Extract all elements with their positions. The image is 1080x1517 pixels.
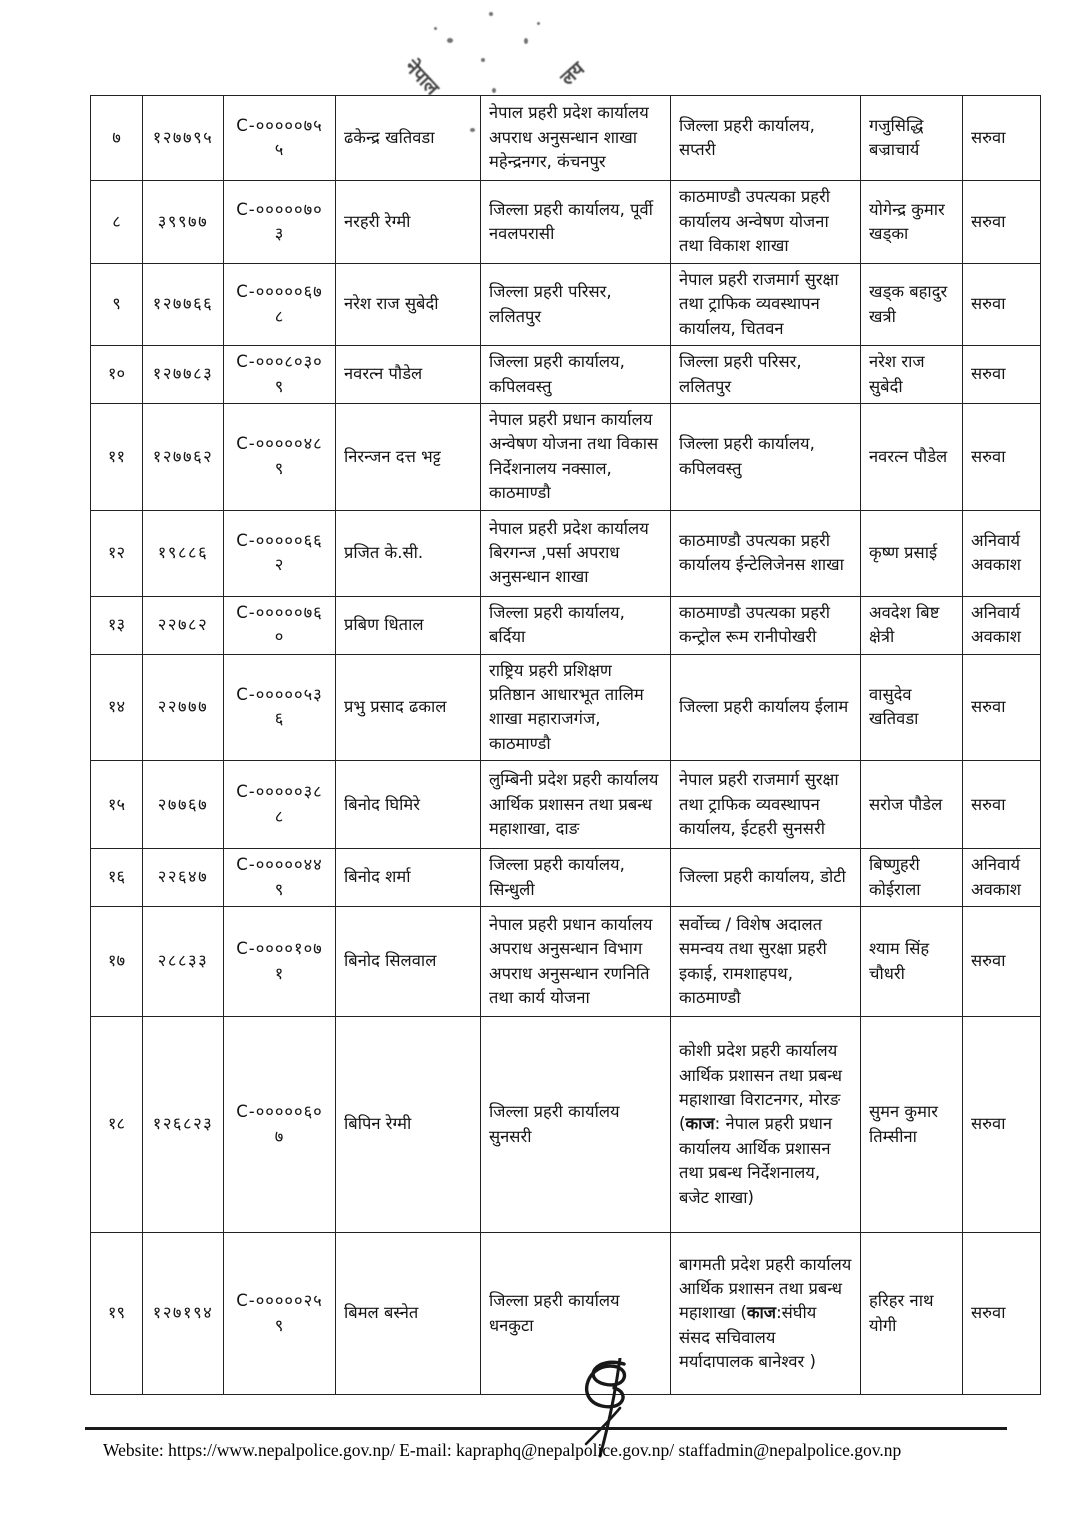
table-row [91,264,1041,346]
cell-remark: सरुवा [963,404,1041,511]
cell-remark: सरुवा [963,346,1041,404]
ink-speck [481,58,485,62]
cell-remark: सरुवा [963,907,1041,1017]
ink-speck [537,22,540,25]
cell-name: ढकेन्द्र खतिवडा [336,96,481,181]
cell-current-office: लुम्बिनी प्रदेश प्रहरी कार्यालय आर्थिक प्रशासन तथा प्रबन्ध महाशाखा, दाङ [481,761,671,849]
cell-new-office: जिल्ला प्रहरी कार्यालय, कपिलवस्तु [671,404,861,511]
table-row [91,849,1041,907]
cell-remark: सरुवा [963,761,1041,849]
cell-current-office: नेपाल प्रहरी प्रधान कार्यालय अन्वेषण योजना तथा विकास निर्देशनालय नक्साल, काठमाण्डौ [481,404,671,511]
cell-employee-number: २२७८२ [143,596,224,654]
cell-remark: सरुवा [963,654,1041,761]
cell-replacement-name: गजुसिद्धि बज्राचार्य [861,96,963,181]
cell-serial-number: १५ [91,761,143,849]
cell-replacement-name: नरेश राज सुबेदी [861,346,963,404]
cell-code-number: C-०००००३८८ [224,761,336,849]
cell-new-office: जिल्ला प्रहरी कार्यालय ईलाम [671,654,861,761]
table-row [91,96,1041,181]
cell-current-office: नेपाल प्रहरी प्रदेश कार्यालय अपराध अनुसन्धान शाखा महेन्द्रनगर, कंचनपुर [481,96,671,181]
cell-replacement-name: श्याम सिंह चौधरी [861,907,963,1017]
cell-serial-number: १६ [91,849,143,907]
cell-replacement-name: अवदेश बिष्ट क्षेत्री [861,596,963,654]
table-row [91,346,1041,404]
cell-code-number: C-०००००६६२ [224,510,336,596]
police-transfer-table [90,95,1041,1395]
cell-serial-number: १४ [91,654,143,761]
cell-serial-number: १२ [91,510,143,596]
cell-serial-number: ८ [91,181,143,264]
cell-name: बिनोद शर्मा [336,849,481,907]
cell-new-office: नेपाल प्रहरी राजमार्ग सुरक्षा तथा ट्राफिक व्यवस्थापन कार्यालय, चितवन [671,264,861,346]
cell-employee-number: १२६८२३ [143,1017,224,1233]
cell-name: बिनोद सिलवाल [336,907,481,1017]
cell-name: नरेश राज सुबेदी [336,264,481,346]
cell-code-number: C-०००००४८९ [224,404,336,511]
cell-name: बिनोद घिमिरे [336,761,481,849]
cell-current-office: नेपाल प्रहरी प्रदेश कार्यालय बिरगन्ज ,पर्सा अपराध अनुसन्धान शाखा [481,510,671,596]
cell-employee-number: २७७६७ [143,761,224,849]
cell-replacement-name: सुमन कुमार तिम्सीना [861,1017,963,1233]
table-row [91,404,1041,511]
cell-current-office: जिल्ला प्रहरी परिसर, ललितपुर [481,264,671,346]
cell-replacement-name: वासुदेव खतिवडा [861,654,963,761]
stamp-fragment-left: नेपाल [400,55,444,100]
cell-remark: सरुवा [963,1233,1041,1395]
cell-name: निरन्जन दत्त भट्ट [336,404,481,511]
cell-code-number: C-००००१०७१ [224,907,336,1017]
cell-new-office: काठमाण्डौ उपत्यका प्रहरी कार्यालय अन्वेषण योजना तथा विकाश शाखा [671,181,861,264]
cell-remark: अनिवार्य अवकाश [963,510,1041,596]
cell-serial-number: १७ [91,907,143,1017]
table-row [91,761,1041,849]
cell-current-office: जिल्ला प्रहरी कार्यालय, बर्दिया [481,596,671,654]
cell-remark: सरुवा [963,96,1041,181]
cell-name: नरहरी रेग्मी [336,181,481,264]
cell-new-office: सर्वोच्च / विशेष अदालत समन्वय तथा सुरक्षा प्रहरी इकाई, रामशाहपथ, काठमाण्डौ [671,907,861,1017]
cell-serial-number: ७ [91,96,143,181]
cell-remark: सरुवा [963,181,1041,264]
cell-replacement-name: हरिहर नाथ योगी [861,1233,963,1395]
cell-new-office: कोशी प्रदेश प्रहरी कार्यालय आर्थिक प्रशासन तथा प्रबन्ध महाशाखा विराटनगर, मोरङ (काज: नेपाल प्रहरी प्रधान कार्यालय आर्थिक प्रशासन तथा प्रबन्ध निर्देशनालय, बजेट शाखा) [671,1017,861,1233]
cell-employee-number: २२७७७ [143,654,224,761]
cell-serial-number: १३ [91,596,143,654]
cell-new-office: जिल्ला प्रहरी कार्यालय, सप्तरी [671,96,861,181]
table-row [91,654,1041,761]
cell-name: बिमल बस्नेत [336,1233,481,1395]
cell-name: नवरत्न पौडेल [336,346,481,404]
ink-speck [524,38,528,44]
cell-current-office: राष्ट्रिय प्रहरी प्रशिक्षण प्रतिष्ठान आधारभूत तालिम शाखा महाराजगंज, काठमाण्डौ [481,654,671,761]
cell-employee-number: १२७७६२ [143,404,224,511]
cell-current-office: जिल्ला प्रहरी कार्यालय, सिन्धुली [481,849,671,907]
cell-serial-number: १० [91,346,143,404]
ink-speck [489,12,493,16]
ink-speck [492,88,496,93]
cell-code-number: C-०००००६०७ [224,1017,336,1233]
ink-speck [447,38,453,43]
cell-employee-number: १२७७८३ [143,346,224,404]
cell-code-number: C-०००८०३०९ [224,346,336,404]
cell-employee-number: १२७७६६ [143,264,224,346]
stamp-fragment-right: लय [556,57,589,90]
cell-serial-number: १८ [91,1017,143,1233]
cell-code-number: C-०००००५३६ [224,654,336,761]
cell-employee-number: १२७१९४ [143,1233,224,1395]
table-body [91,96,1041,1395]
cell-serial-number: ९ [91,264,143,346]
cell-replacement-name: बिष्णुहरी कोईराला [861,849,963,907]
cell-new-office: नेपाल प्रहरी राजमार्ग सुरक्षा तथा ट्राफिक व्यवस्थापन कार्यालय, ईटहरी सुनसरी [671,761,861,849]
cell-code-number: C-०००००७०३ [224,181,336,264]
cell-replacement-name: सरोज पौडेल [861,761,963,849]
cell-new-office: जिल्ला प्रहरी कार्यालय, डोटी [671,849,861,907]
cell-employee-number: २८८३३ [143,907,224,1017]
table-row [91,596,1041,654]
ink-speck [434,27,437,30]
cell-current-office: जिल्ला प्रहरी कार्यालय सुनसरी [481,1017,671,1233]
footer-divider [85,1427,1007,1430]
cell-new-office: बागमती प्रदेश प्रहरी कार्यालय आर्थिक प्रशासन तथा प्रबन्ध महाशाखा (काज:संघीय संसद सचिवालय मर्यादापालक बानेश्वर ) [671,1233,861,1395]
cell-serial-number: ११ [91,404,143,511]
cell-employee-number: १२७७९५ [143,96,224,181]
cell-serial-number: १९ [91,1233,143,1395]
table-row [91,510,1041,596]
cell-name: प्रजित के.सी. [336,510,481,596]
cell-remark: सरुवा [963,1017,1041,1233]
cell-name: प्रभु प्रसाद ढकाल [336,654,481,761]
cell-replacement-name: कृष्ण प्रसाई [861,510,963,596]
cell-code-number: C-०००००४४९ [224,849,336,907]
table-row [91,1017,1041,1233]
table-row [91,907,1041,1017]
cell-code-number: C-०००००२५९ [224,1233,336,1395]
cell-replacement-name: योगेन्द्र कुमार खड्का [861,181,963,264]
cell-new-office: जिल्ला प्रहरी परिसर, ललितपुर [671,346,861,404]
cell-code-number: C-०००००६७८ [224,264,336,346]
cell-current-office: नेपाल प्रहरी प्रधान कार्यालय अपराध अनुसन्धान विभाग अपराध अनुसन्धान रणनिति तथा कार्य योजना [481,907,671,1017]
cell-employee-number: २२६४७ [143,849,224,907]
cell-current-office: जिल्ला प्रहरी कार्यालय धनकुटा [481,1233,671,1395]
cell-code-number: C-०००००७६० [224,596,336,654]
footer-contact-line: Website: https://www.nepalpolice.gov.np/ E-mail: kapraphq@nepalpolice.gov.np/ staffadmin@nepalpolice.gov.np [103,1440,902,1460]
cell-employee-number: १९८८६ [143,510,224,596]
cell-current-office: जिल्ला प्रहरी कार्यालय, पूर्वी नवलपरासी [481,181,671,264]
cell-employee-number: ३९९७७ [143,181,224,264]
cell-new-office: काठमाण्डौ उपत्यका प्रहरी कार्यालय ईन्टेलिजेनस शाखा [671,510,861,596]
cell-code-number: C-०००००७५५ [224,96,336,181]
cell-remark: अनिवार्य अवकाश [963,596,1041,654]
cell-new-office: काठमाण्डौ उपत्यका प्रहरी कन्ट्रोल रूम रानीपोखरी [671,596,861,654]
cell-name: बिपिन रेग्मी [336,1017,481,1233]
cell-remark: सरुवा [963,264,1041,346]
table-row [91,181,1041,264]
cell-remark: अनिवार्य अवकाश [963,849,1041,907]
cell-replacement-name: नवरत्न पौडेल [861,404,963,511]
cell-current-office: जिल्ला प्रहरी कार्यालय, कपिलवस्तु [481,346,671,404]
cell-name: प्रबिण धिताल [336,596,481,654]
cell-replacement-name: खड्क बहादुर खत्री [861,264,963,346]
